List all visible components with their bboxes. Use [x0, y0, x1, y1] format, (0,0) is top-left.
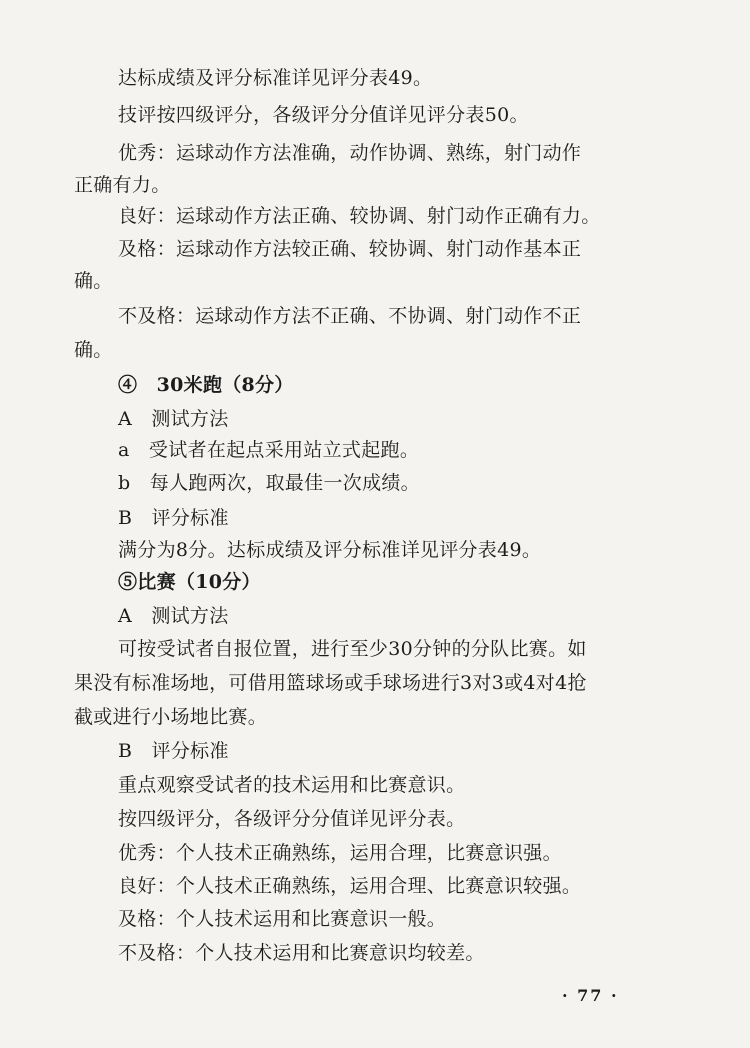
- subheading-test-method-1: A 测试方法: [118, 408, 229, 430]
- text-line-1: 达标成绩及评分标准详见评分表49。: [118, 67, 433, 89]
- subheading-scoring-1: B 评分标准: [118, 507, 229, 529]
- text-line-22: 重点观察受试者的技术运用和比赛意识。: [118, 774, 466, 796]
- text-line-23: 按四级评分，各级评分分值详见评分表。: [118, 808, 466, 830]
- subheading-scoring-2: B 评分标准: [118, 740, 229, 762]
- text-line-4: 正确有力。: [74, 174, 171, 196]
- text-line-13: b 每人跑两次，取最佳一次成绩。: [118, 472, 420, 494]
- text-line-24: 优秀：个人技术正确熟练，运用合理，比赛意识强。: [118, 842, 562, 864]
- text-line-19: 果没有标准场地，可借用篮球场或手球场进行3对3或4对4抢: [74, 672, 587, 694]
- text-line-6: 及格：运球动作方法较正确、较协调、射门动作基本正: [118, 238, 582, 260]
- section-heading-30m-run: ④ 30米跑（8分）: [118, 374, 294, 396]
- text-line-26: 及格：个人技术运用和比赛意识一般。: [118, 908, 447, 930]
- text-line-18: 可按受试者自报位置，进行至少30分钟的分队比赛。如: [118, 638, 587, 660]
- text-line-5: 良好：运球动作方法正确、较协调、射门动作正确有力。: [118, 205, 601, 227]
- text-line-12: a 受试者在起点采用站立式起跑。: [118, 439, 420, 461]
- text-line-9: 确。: [74, 339, 113, 361]
- section-heading-match: ⑤比赛（10分）: [118, 571, 261, 593]
- text-line-3: 优秀：运球动作方法准确，动作协调、熟练，射门动作: [118, 142, 582, 164]
- text-line-8: 不及格：运球动作方法不正确、不协调、射门动作不正: [118, 305, 582, 327]
- text-line-27: 不及格：个人技术运用和比赛意识均较差。: [118, 942, 485, 964]
- text-line-15: 满分为8分。达标成绩及评分标准详见评分表49。: [118, 539, 542, 561]
- text-line-25: 良好：个人技术正确熟练，运用合理、比赛意识较强。: [118, 875, 582, 897]
- text-line-7: 确。: [74, 270, 113, 292]
- subheading-test-method-2: A 测试方法: [118, 605, 229, 627]
- text-line-2: 技评按四级评分，各级评分分值详见评分表50。: [118, 104, 529, 126]
- text-line-20: 截或进行小场地比赛。: [74, 706, 268, 728]
- page-number: · 77 ·: [562, 986, 619, 1005]
